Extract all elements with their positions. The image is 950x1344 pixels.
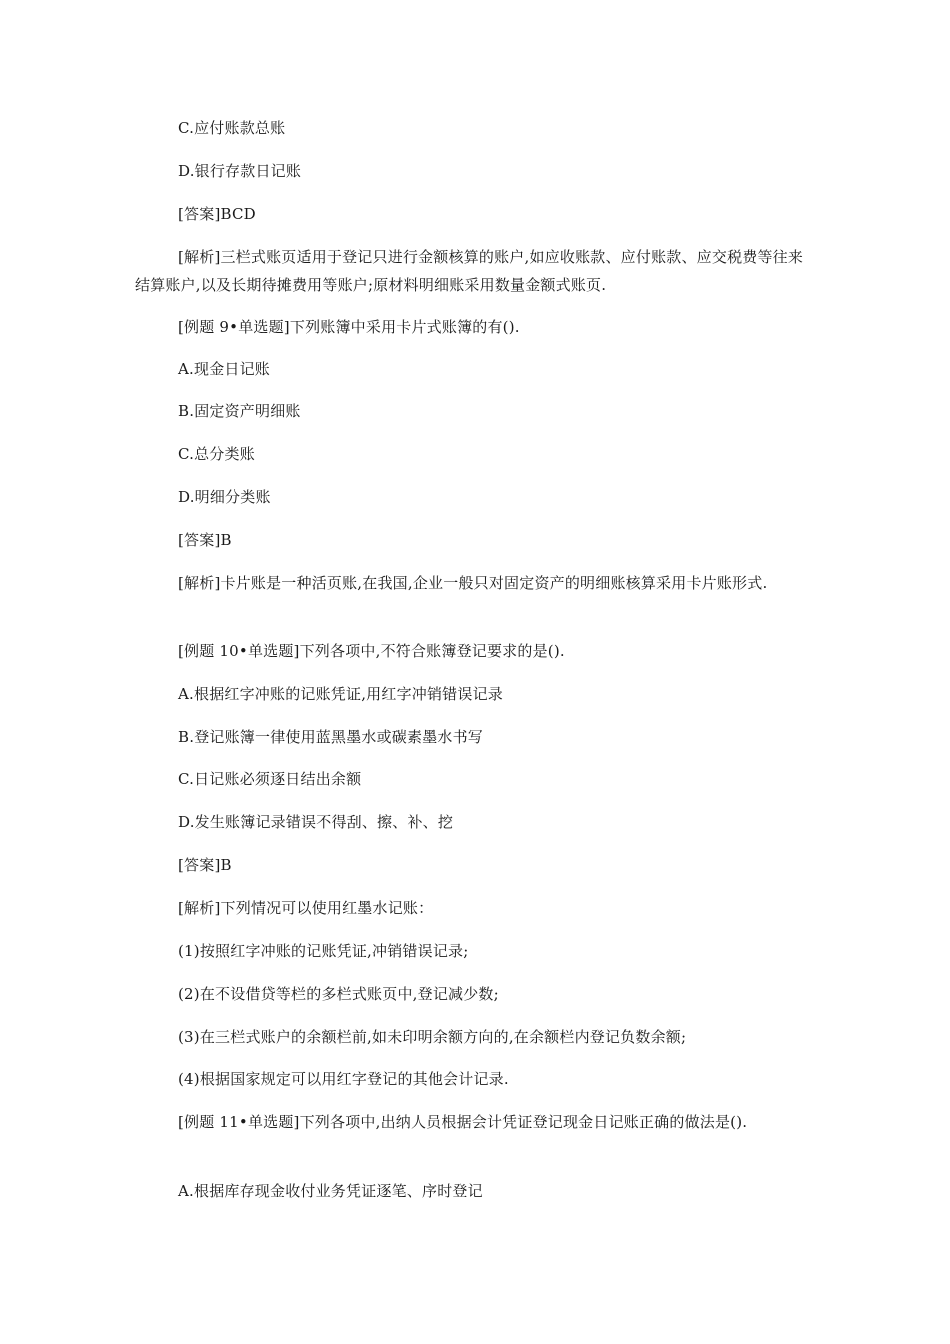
option-b-text: B.登记账簿一律使用蓝黑墨水或碳素墨水书写 [178,728,483,746]
option-a-text: A.现金日记账 [178,360,271,378]
answer-text: [答案]B [178,531,232,549]
answer-text: [答案]BCD [178,205,256,223]
option-c-text: C.日记账必须逐日结出余额 [178,770,362,788]
answer-text: [答案]B [178,856,232,874]
option-a-text: A.根据红字冲账的记账凭证,用红字冲销错误记录 [178,685,503,703]
question-9-text: [例题 9•单选题]下列账簿中采用卡片式账簿的有(). [178,318,520,336]
question-10-text: [例题 10•单选题]下列各项中,不符合账簿登记要求的是(). [178,642,565,660]
option-d-text: D.发生账簿记录错误不得刮、擦、补、挖 [178,813,454,831]
option-d-text: D.明细分类账 [178,488,271,506]
analysis-paragraph: [解析]三栏式账页适用于登记只进行金额核算的账户,如应收账款、应付账款、应交税费等往来结算账户,以及长期待摊费用等账户;原材料明细账采用数量金额式账页. [135,248,804,294]
option-d-text: D.银行存款日记账 [178,162,302,180]
list-item: (3)在三栏式账户的余额栏前,如未印明余额方向的,在余额栏内登记负数余额; [178,1028,687,1046]
option-b-text: B.固定资产明细账 [178,402,301,420]
option-c-text: C.应付账款总账 [178,119,286,137]
analysis-text: [解析]下列情况可以使用红墨水记账： [178,899,434,917]
option-a-text: A.根据库存现金收付业务凭证逐笔、序时登记 [178,1182,483,1200]
option-c-text: C.总分类账 [178,445,255,463]
list-item: (4)根据国家规定可以用红字登记的其他会计记录. [178,1070,509,1088]
question-11-text: [例题 11•单选题]下列各项中,出纳人员根据会计凭证登记现金日记账正确的做法是(). [178,1113,748,1131]
list-item: (2)在不设借贷等栏的多栏式账页中,登记减少数; [178,985,499,1003]
list-item: (1)按照红字冲账的记账凭证,冲销错误记录; [178,942,469,960]
analysis-paragraph: [解析]卡片账是一种活页账,在我国,企业一般只对固定资产的明细账核算采用卡片账形式. [178,574,768,592]
